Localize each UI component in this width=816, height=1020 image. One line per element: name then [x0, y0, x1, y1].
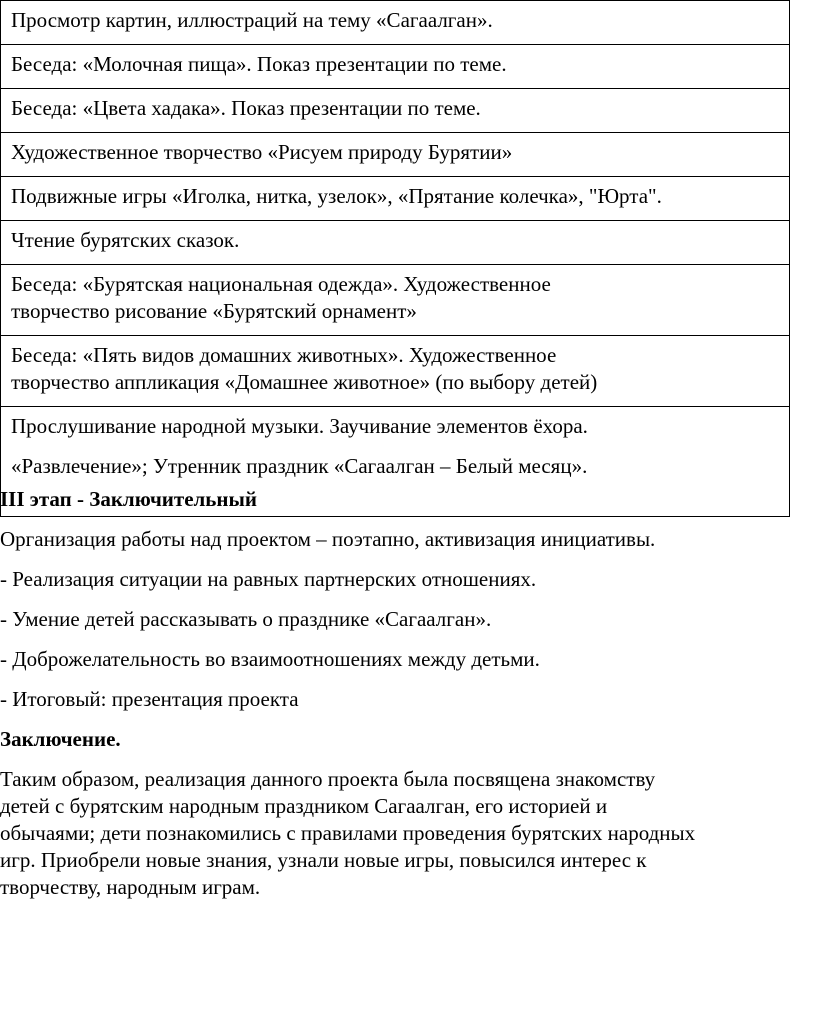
- row-text: Чтение бурятских сказок.: [11, 228, 240, 252]
- table-row: [1, 221, 789, 265]
- paragraph-line: обычаями; дети познакомились с правилами проведения бурятских народных: [0, 821, 696, 845]
- row-text: Прослушивание народной музыки. Заучивание элементов ёхора.: [11, 414, 588, 438]
- paragraph-line: творчеству, народным играм.: [0, 875, 261, 899]
- row-text: творчество аппликация «Домашнее животное» (по выбору детей): [11, 370, 598, 394]
- table-row: [1, 133, 789, 177]
- table-row: [1, 177, 789, 221]
- conclusion-paragraph: [0, 766, 816, 901]
- row-text: Беседа: «Молочная пища». Показ презентации по теме.: [11, 52, 507, 76]
- row-text: Беседа: «Бурятская национальная одежда». Художественное: [11, 272, 551, 296]
- activities-table: [0, 0, 790, 517]
- list-item: - Умение детей рассказывать о празднике «Сагаалган».: [0, 607, 492, 631]
- conclusion-heading: Заключение.: [0, 727, 121, 751]
- row-text: творчество рисование «Бурятский орнамент»: [11, 299, 417, 323]
- list-item: - Итоговый: презентация проекта: [0, 687, 299, 711]
- document-body: [0, 486, 816, 901]
- row-text: Беседа: «Пять видов домашних животных». Художественное: [11, 343, 557, 367]
- paragraph-line: детей с бурятским народным праздником Сагаалган, его историей и: [0, 794, 608, 818]
- stage-intro: Организация работы над проектом – поэтапно, активизация инициативы.: [0, 527, 656, 551]
- table-row: [1, 265, 789, 336]
- row-text: Беседа: «Цвета хадака». Показ презентации по теме.: [11, 96, 481, 120]
- row-text: Просмотр картин, иллюстраций на тему «Сагаалган».: [11, 8, 493, 32]
- table-row: [1, 336, 789, 407]
- table-row: [1, 45, 789, 89]
- stage-heading: III этап - Заключительный: [0, 487, 258, 511]
- list-item: - Реализация ситуации на равных партнерских отношениях.: [0, 567, 537, 591]
- row-text: Подвижные игры «Иголка, нитка, узелок», «Прятание колечка», "Юрта".: [11, 184, 662, 208]
- paragraph-line: Таким образом, реализация данного проекта была посвящена знакомству: [0, 767, 656, 791]
- row-text: «Развлечение»; Утренник праздник «Сагаалган – Белый месяц».: [11, 454, 588, 478]
- table-row: [1, 1, 789, 45]
- list-item: - Доброжелательность во взаимоотношениях между детьми.: [0, 647, 540, 671]
- paragraph-line: игр. Приобрели новые знания, узнали новые игры, повысился интерес к: [0, 848, 647, 872]
- table-row: [1, 89, 789, 133]
- row-text: Художественное творчество «Рисуем природу Бурятии»: [11, 140, 513, 164]
